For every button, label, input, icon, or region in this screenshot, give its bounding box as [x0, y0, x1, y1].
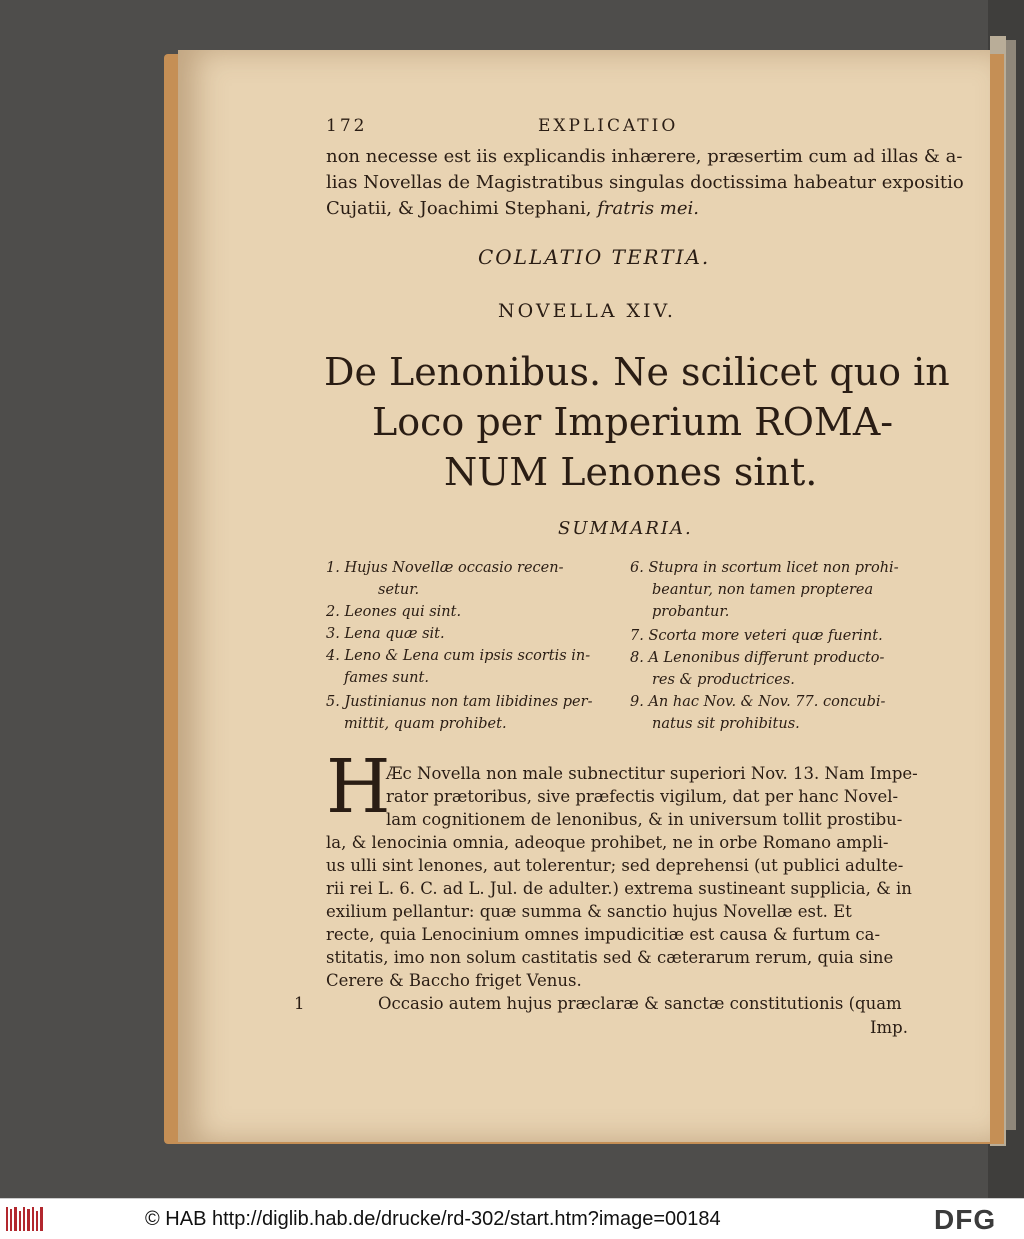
summary-item: 3. Lena quæ sit. — [326, 626, 445, 642]
summary-item: 6. Stupra in scortum licet non prohi- — [630, 560, 899, 576]
viewer-footer — [0, 1198, 1024, 1239]
summary-item: 1. Hujus Novellæ occasio recen- — [326, 560, 564, 576]
title-line: NUM Lenones sint. — [444, 450, 818, 494]
summary-item: res & productrices. — [652, 672, 795, 688]
summaria-heading: SUMMARIA. — [558, 518, 693, 539]
body-line: Cerere & Baccho friget Venus. — [326, 971, 582, 990]
body-line: exilium pellantur: quæ summa & sanctio hujus Novellæ est. Et — [326, 902, 852, 921]
intro-line — [326, 198, 699, 219]
copyright-link[interactable]: © HAB http://diglib.hab.de/drucke/rd-302/start.htm?image=00184 — [145, 1208, 721, 1230]
summary-item: 8. A Lenonibus differunt producto- — [630, 650, 885, 666]
collatio-heading: COLLATIO TERTIA. — [478, 245, 711, 269]
intro-line: lias Novellas de Magistratibus singulas doctissima habeatur expositio — [326, 172, 964, 193]
summary-item: fames sunt. — [344, 670, 429, 686]
intro-italic: fratris mei. — [597, 198, 700, 219]
body-line: Occasio autem hujus præclaræ & sanctæ constitutionis (quam — [378, 994, 902, 1013]
drop-cap: H — [326, 744, 391, 830]
summary-item: mittit, quam prohibet. — [344, 716, 507, 732]
book-page — [178, 50, 990, 1142]
margin-number: 1 — [294, 994, 305, 1013]
catchword: Imp. — [870, 1018, 908, 1037]
page-number: 172 — [326, 116, 368, 136]
summary-item: 7. Scorta more veteri quæ fuerint. — [630, 628, 883, 644]
title-line: De Lenonibus. Ne scilicet quo in — [324, 350, 950, 394]
novella-heading: NOVELLA XIV. — [498, 300, 676, 322]
intro-line: non necesse est iis explicandis inhærere, præsertim cum ad illas & a- — [326, 146, 963, 167]
dfg-logo: DFG — [934, 1204, 997, 1235]
hab-barcode-logo-icon — [6, 1207, 46, 1231]
body-line: lam cognitionem de lenonibus, & in universum tollit prostibu- — [386, 810, 903, 829]
body-line: recte, quia Lenocinium omnes impudicitiæ est causa & furtum ca- — [326, 925, 881, 944]
book-edge-shadow — [1006, 40, 1016, 1130]
summary-item: probantur. — [652, 604, 730, 620]
body-line: stitatis, imo non solum castitatis sed & cæterarum rerum, quia sine — [326, 948, 894, 967]
body-line: rator prætoribus, sive præfectis vigilum, dat per hanc Novel- — [386, 787, 899, 806]
summary-item: setur. — [378, 582, 420, 598]
running-title: EXPLICATIO — [538, 116, 679, 136]
body-line: Æc Novella non male subnectitur superiori Nov. 13. Nam Impe- — [386, 764, 918, 783]
title-line: Loco per Imperium ROMA- — [372, 400, 894, 444]
summary-item: 5. Justinianus non tam libidines per- — [326, 694, 593, 710]
body-line: us ulli sint lenones, aut tolerentur; sed deprehensi (ut publici adulte- — [326, 856, 904, 875]
summary-item: beantur, non tamen propterea — [652, 582, 874, 598]
summary-item: 2. Leones qui sint. — [326, 604, 462, 620]
intro-line-text: Cujatii, & Joachimi Stephani, — [326, 198, 592, 219]
body-line: la, & lenocinia omnia, adeoque prohibet, ne in orbe Romano ampli- — [326, 833, 889, 852]
summary-item: 4. Leno & Lena cum ipsis scortis in- — [326, 648, 591, 664]
body-line: rii rei L. 6. C. ad L. Jul. de adulter.) extrema sustineant supplicia, & in — [326, 879, 912, 898]
summary-item: natus sit prohibitus. — [652, 716, 800, 732]
summary-item: 9. An hac Nov. & Nov. 77. concubi- — [630, 694, 886, 710]
